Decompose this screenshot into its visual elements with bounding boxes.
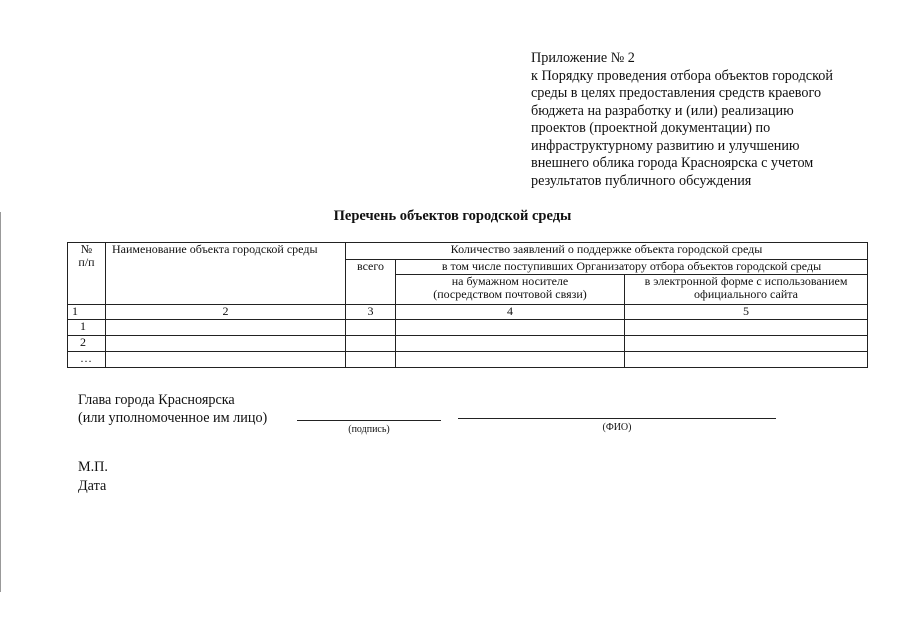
row-name-cell: [106, 320, 346, 336]
appendix-line: Приложение № 2: [531, 50, 635, 66]
col-number: 4: [396, 305, 625, 320]
row-total-cell: [346, 320, 396, 336]
table-row: [68, 336, 868, 352]
appendix-line: внешнего облика города Красноярска с учетом: [531, 155, 814, 171]
objects-table: [67, 242, 868, 368]
document-title: Перечень объектов городской среды: [333, 208, 572, 224]
header-paper: на бумажном носителе (посредством почтовой связи): [396, 275, 625, 305]
row-total-cell: [346, 352, 396, 368]
appendix-line: среды в целях предоставления средств краевого: [531, 85, 822, 101]
header-incl: в том числе поступивших Организатору отбора объектов городской среды: [396, 260, 868, 275]
col-number: 1: [68, 305, 106, 320]
row-total-cell: [346, 336, 396, 352]
header-count: Количество заявлений о поддержке объекта городской среды: [346, 243, 868, 260]
footer-block: [78, 458, 108, 496]
signatory-title: Глава города Красноярска: [78, 392, 235, 408]
signature-caption: (подпись): [348, 424, 390, 435]
fio-caption: (ФИО): [602, 422, 632, 433]
appendix-line: бюджета на разработку и (или) реализацию: [531, 102, 794, 119]
row-electronic-cell: [625, 320, 868, 336]
date-label: Дата: [78, 478, 107, 494]
table-row: [68, 320, 868, 336]
row-index: 1: [68, 320, 106, 336]
header-electronic: в электронной форме с использованием официального сайта: [625, 275, 868, 305]
row-electronic-cell: [625, 336, 868, 352]
row-index: …: [68, 352, 106, 368]
table-row: [68, 352, 868, 368]
appendix-line: к Порядку проведения отбора объектов городской: [531, 67, 833, 84]
row-paper-cell: [396, 352, 625, 368]
col-number: 5: [625, 305, 868, 320]
row-name-cell: [106, 336, 346, 352]
row-paper-cell: [396, 320, 625, 336]
scan-edge-line: [0, 212, 1, 592]
appendix-header: [531, 50, 881, 190]
row-name-cell: [106, 352, 346, 368]
row-electronic-cell: [625, 352, 868, 368]
signature-line: [297, 420, 441, 421]
column-numbers-row: [68, 305, 868, 320]
appendix-line: инфраструктурному развитию и улучшению: [531, 137, 800, 154]
table-header-row: [68, 243, 868, 260]
signatory-subtitle: (или уполномоченное им лицо): [78, 410, 268, 426]
header-total: всего: [346, 260, 396, 305]
row-paper-cell: [396, 336, 625, 352]
col-number: 2: [106, 305, 346, 320]
appendix-line: результатов публичного обсуждения: [531, 172, 752, 189]
fio-line: [458, 418, 776, 419]
appendix-line: проектов (проектной документации) по: [531, 120, 771, 136]
signatory-block: [78, 391, 267, 427]
stamp-label: М.П.: [78, 459, 108, 475]
col-number: 3: [346, 305, 396, 320]
row-index: 2: [68, 336, 106, 352]
header-name: Наименование объекта городской среды: [106, 243, 346, 305]
header-num: № п/п: [68, 243, 106, 305]
